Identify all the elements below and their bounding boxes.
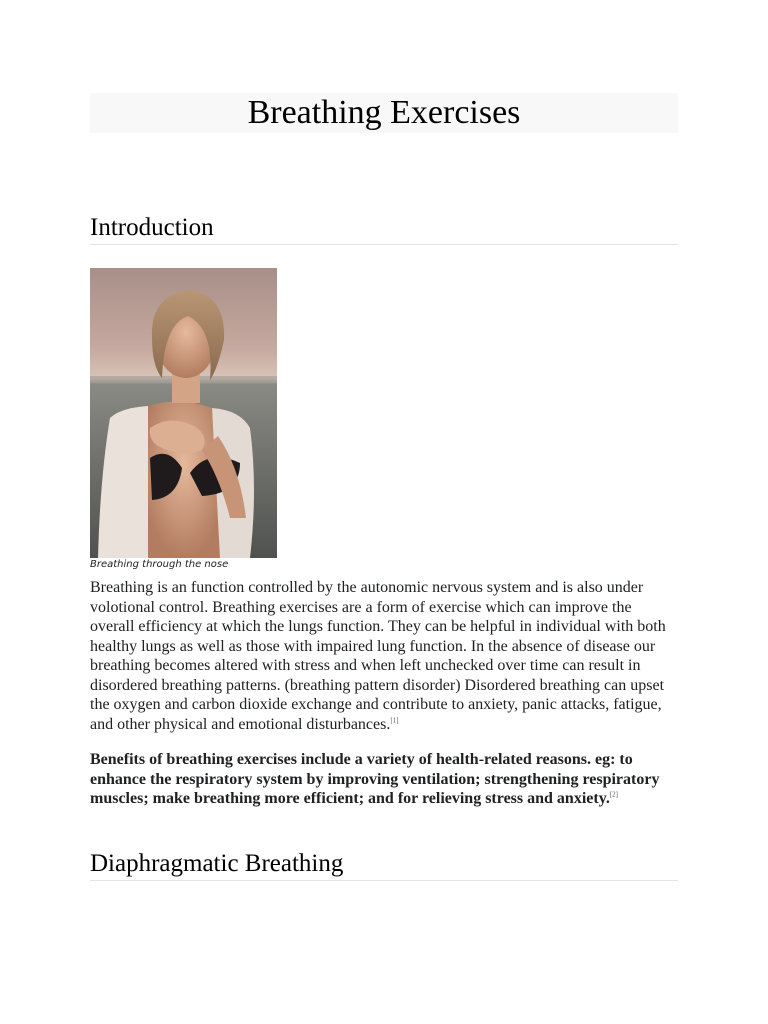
reference-link-1[interactable]: [1]	[390, 716, 399, 725]
benefits-paragraph-text: Benefits of breathing exercises include a variety of health-related reasons. eg: to enhance the respiratory system by improving ventilation; strengthening respiratory muscles; make breathing more efficient; and for relieving stress and anxiety.	[90, 751, 660, 807]
benefits-paragraph	[90, 750, 678, 809]
figure-caption: Breathing through the nose	[90, 559, 229, 570]
figure	[90, 268, 277, 571]
section-heading-introduction: Introduction	[90, 213, 678, 245]
intro-paragraph	[90, 578, 678, 734]
article	[90, 93, 678, 881]
woman-breathing-photo[interactable]	[90, 268, 277, 558]
intro-paragraph-text: Breathing is an function controlled by the autonomic nervous system and is also under volotional control. Breathing exercises are a form of exercise which can improve the overall efficiency at which the lungs function. They can be helpful in individual with both healthy lungs as well as those with impaired lung function. In the absence of disease our breathing becomes altered with stress and when left unchecked over time can result in disordered breathing patterns. (breathing pattern disorder) Disordered breathing can upset the oxygen and carbon dioxide exchange and contribute to anxiety, panic attacks, fatigue, and other physical and emotional disturbances.	[90, 579, 666, 733]
reference-link-2[interactable]: [2]	[609, 790, 618, 799]
section-heading-diaphragmatic-breathing: Diaphragmatic Breathing	[90, 849, 678, 881]
page-title: Breathing Exercises	[90, 93, 678, 133]
